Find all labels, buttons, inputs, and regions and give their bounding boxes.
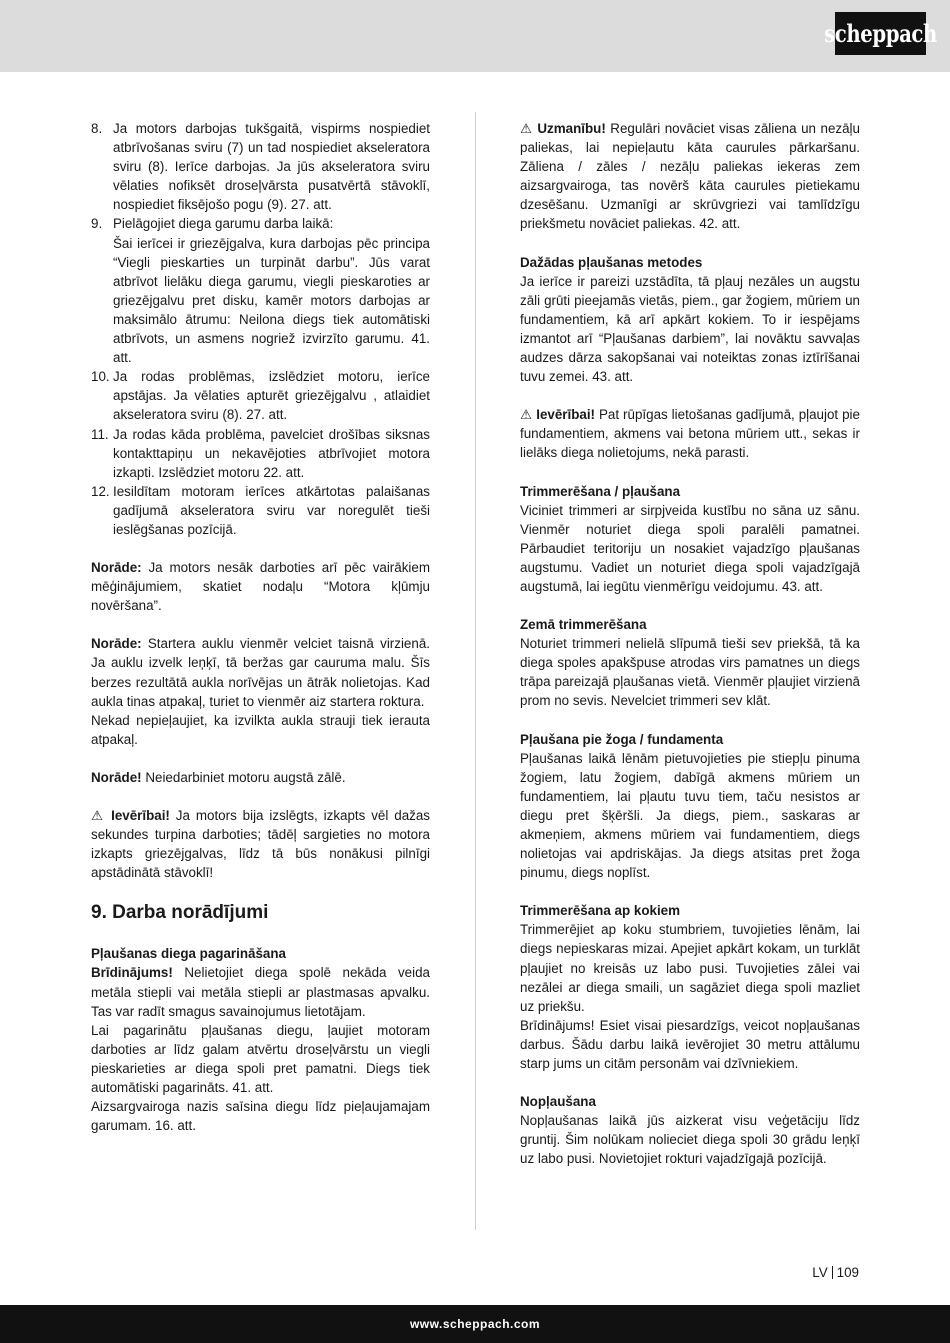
list-number: 10.: [91, 369, 110, 385]
note-paragraph: [91, 768, 430, 787]
list-number: 9.: [91, 216, 103, 232]
column-divider: [475, 112, 476, 1230]
list-text: Iesildītam motoram ierīces atkārtotas palaišanas gadījumā akseleratora sviru var noregulēt tieši ieslēgšanas pozīcijā.: [113, 483, 430, 537]
note-paragraph: [91, 558, 430, 615]
right-column: [520, 119, 860, 1169]
warning-text: Regulāri novāciet visas zāliena un nezāļu paliekas, lai nepieļautu kāta caurules pārkaršanu. Zāliena / zāles / nezāļu paliekas iekeras zem aizsargvairoga, tas novērš kāta caurules pietiekamu dzesēšanu. Uzmanīgi ar skrūvgriezi vai tamlīdzīgu priekšmetu novāciet paliekas. 42. att.: [520, 121, 860, 232]
subsection-title: Trimmerēšana ap kokiem: [520, 903, 681, 919]
list-item: [91, 425, 430, 482]
header-band: [0, 0, 950, 72]
list-number: 11.: [91, 426, 109, 442]
note-paragraph: [91, 634, 430, 710]
list-text: Ja rodas kāda problēma, pavelciet drošības siksnas kontakttapiņu un nekavējoties atbrīvojiet motora izkapti. Izslēdziet motoru 22. att.: [113, 426, 430, 480]
warning-text: Pat rūpīgas lietošanas gadījumā, pļaujot pie fundamentiem, akmens vai betona mūriem utt., sekas ir lielāks diega nolietojums, nekā parasti.: [520, 407, 860, 461]
body-paragraph: Brīdinājums! Esiet visai piesardzīgs, veicot nopļaušanas darbus. Šādu darbu laikā ievērojiet 30 metru attālumu starp jums un citām personām vai dzīvniekiem.: [520, 1017, 860, 1072]
note-text: Ja motors nesāk darboties arī pēc vairākiem mēģinājumiem, skatiet nodaļu “Motora kļūmju novēršana”.: [91, 560, 430, 614]
body-paragraph: Nopļaušanas laikā jūs aizkerat visu veģetāciju līdz gruntij. Šim nolūkam nolieciet diega spoli 30 grādu leņķī uz labo pusi. Novietojiet rokturi vajadzīgajā pozīcijā.: [520, 1113, 860, 1167]
footer-band: [0, 1305, 950, 1343]
warning-icon: ⚠: [520, 121, 533, 136]
subsection-title: Dažādas pļaušanas metodes: [520, 254, 703, 270]
note-text: Neiedarbiniet motoru augstā zālē.: [141, 769, 346, 785]
warning-paragraph: [520, 119, 860, 234]
list-item: [91, 214, 430, 367]
body-paragraph: Ja ierīce ir pareizi uzstādīta, tā pļauj nezāles un augstu zāli grūti pieejamās vietās, piem., gar žogiem, mūriem un fundamentiem, kā arī apkārt kokiem. To ir iespējams izmantot arī “Pļaušanas darbiem”, lai novāktu savvaļas audzes dārza sakopšanai vai noteiktas zonas iztīrīšanai tuvu zemei. 43. att.: [520, 273, 860, 385]
note-extra: Nekad nepieļaujiet, ka izvilkta aukla strauji tiek ierauta atpakaļ.: [91, 712, 430, 747]
body-paragraph: Pļaušanas laikā lēnām pietuvojieties pie stiepļu pinuma žogiem, latu žogiem, dabīgā akmens mūriem un fundamentiem, lai pļautu tuvu tiem, taču nesistos ar diegu pret šķēršli. Ja diegs, piem., saskaras ar akmeņiem, akmens mūriem vai fundamentiem, diegs nolietojas vai apdriskājas. Ja diegs atsitas pret žoga pinumu, diegs noplīst.: [520, 750, 860, 881]
body-paragraph: Noturiet trimmeri nelielā slīpumā tieši sev priekšā, tā ka diega spoles apakšpuse atrodas virs pamatnes un diegs trāpa pareizajā pļaušanas vietā. Vienmēr pļaujiet virzienā prom no sevis. Nevelciet trimmeri sev klāt.: [520, 636, 860, 709]
subsection-title: Pļaušana pie žoga / fundamenta: [520, 731, 724, 747]
note-label: Norāde:: [91, 560, 142, 576]
body-paragraph: Viciniet trimmeri ar sirpjveida kustību no sāna uz sānu. Vienmēr noturiet diega spoli paralēli pamatnei. Pārbaudiet teritoriju un nosakiet vajadzīgo pļaušanas augstumu. Vadiet un noturiet diega spoli vajadzīgajā augstumā, lai iegūtu vienmērīgu veidojumu. 43. att.: [520, 502, 860, 594]
subsection-title: Pļaušanas diega pagarināšana: [91, 946, 286, 962]
list-number: 8.: [91, 121, 103, 136]
subsection-title: Zemā trimmerēšana: [520, 617, 647, 633]
warning-paragraph: [91, 806, 430, 882]
warning-paragraph: [91, 963, 430, 1020]
list-item: [91, 482, 430, 539]
warning-text: Nelietojiet diega spolē nekāda veida metāla stiepli vai metāla stiepli ar plastmasas apvalku. Tas var radīt smagus savainojumus lietotājam.: [91, 965, 430, 1019]
warning-icon: ⚠: [91, 808, 106, 823]
list-text: Pielāgojiet diega garumu darba laikā: Šai ierīcei ir griezējgalva, kura darbojas pēc principa “Viegli pieskarties un turpināt darbu”. Jūs varat atbrīvot lielāku diega garumu, viegli pieskaroties ar griezējgalvu pret disku, kamēr motors darbojas ar maksimālo ātrumu: Neilona diegs tiek automātiski atbrīvots, un asmens nogriež izvirzīto garumu. 41. att.: [113, 216, 430, 366]
warning-icon: ⚠: [520, 407, 533, 423]
left-column: [91, 119, 430, 1135]
website-link[interactable]: www.scheppach.com: [409, 1317, 541, 1331]
note-label: Norāde!: [91, 769, 142, 785]
warning-label: Ievērībai!: [536, 407, 596, 423]
scheppach-logo: scheppach: [835, 12, 926, 55]
page-number: 109: [836, 1265, 859, 1280]
note-label: Norāde:: [91, 636, 142, 652]
subsection-title: Trimmerēšana / pļaušana: [520, 483, 681, 499]
warning-text: Ja motors bija izslēgts, izkapts vēl dažas sekundes turpina darboties; tādēļ sargieties no motora izkapts griezējgalvas, līdz tā būs nonākusi pilnīgi apstādinātā stāvoklī!: [91, 808, 430, 881]
warning-label: Brīdinājums!: [91, 965, 173, 981]
list-item: [91, 367, 430, 424]
body-paragraph: Aizsargvairoga nazis saīsina diegu līdz pieļaujamajam garumam. 16. att.: [91, 1099, 430, 1134]
list-text: Ja motors darbojas tukšgaitā, vispirms nospiediet atbrīvošanas sviru (7) un tad nospiediet akseleratora sviru (8). Ierīce darbojas. Ja jūs akseleratora sviru vēlaties nofiksēt droseļvārsta pusatvērtā stāvoklī, nospiediet fiksējošo pogu (9). 27. att.: [113, 121, 430, 213]
list-text: Ja rodas problēmas, izslēdziet motoru, ierīce apstājas. Ja vēlaties apturēt griezējgalvu , atlaidiet akseleratora sviru (8). 27. att.: [113, 369, 430, 423]
language-code: LV: [812, 1265, 828, 1280]
note-text: Startera auklu vienmēr velciet taisnā virzienā. Ja auklu izvelk leņķī, tā beržas gar cauruma malu. Šīs berzes rezultātā aukla norīvējas un ātrāk nolietojas. Kad aukla tinas atpakaļ, turiet to vienmēr aiz startera roktura.: [91, 636, 430, 709]
warning-paragraph: [520, 405, 860, 462]
list-item: [91, 119, 430, 214]
body-paragraph: Trimmerējiet ap koku stumbriem, tuvojieties lēnām, lai diegs nepieskaras mizai. Apejiet apkārt kokam, un turklāt pļaujiet no kreisās uz labo pusi. Tuvojieties zālei vai nezālei ar diega smaili, un sagāziet diega spoli mazliet uz priekšu.: [520, 922, 860, 1014]
warning-label: Uzmanību!: [537, 121, 606, 136]
subsection-title: Nopļaušana: [520, 1094, 596, 1110]
page-footer: [795, 1265, 859, 1280]
section-title: 9. Darba norādījumi: [91, 902, 269, 924]
body-paragraph: Lai pagarinātu pļaušanas diegu, ļaujiet motoram darboties ar līdz galam atvērtu droseļvārstu un viegli pieskarieties ar diega spoli pret pamatni. Diegs tiek automātiski pagarināts. 41. att.: [91, 1022, 430, 1096]
footer-separator: [832, 1266, 833, 1279]
list-number: 12.: [91, 483, 110, 499]
warning-label: Ievērībai!: [111, 808, 170, 823]
